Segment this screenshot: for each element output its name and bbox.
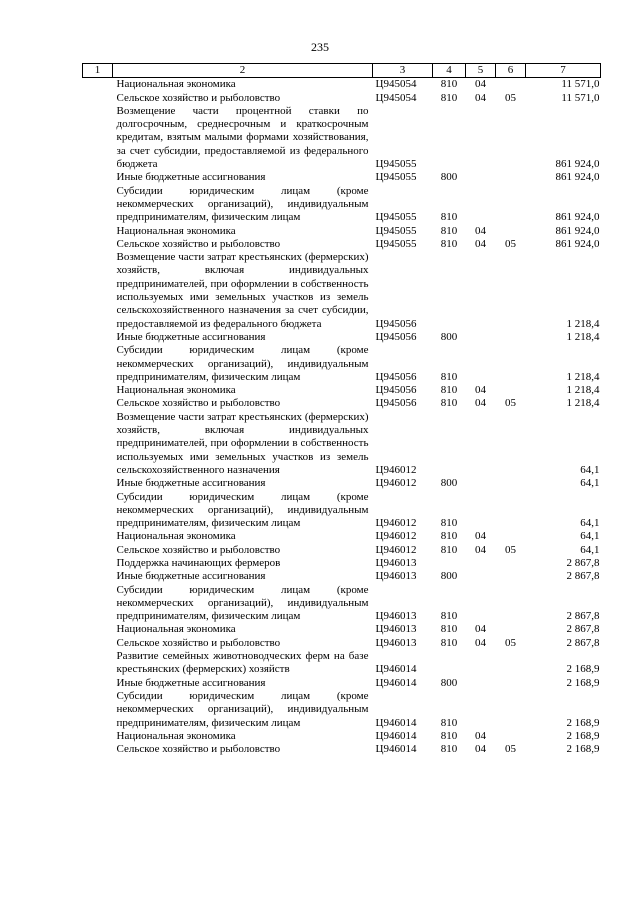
cell-subsection: [496, 730, 526, 743]
cell-index: [83, 530, 113, 543]
cell-section: [466, 557, 496, 570]
table-row: [83, 491, 601, 531]
column-header-1: 1: [83, 64, 113, 78]
cell-target-code: Ц946012: [375, 463, 417, 476]
table-row: [83, 650, 601, 677]
cell-subsection: [496, 557, 526, 570]
cell-amount: 2 867,8: [566, 556, 600, 569]
cell-amount: 64,1: [580, 463, 600, 476]
cell-expense-type: 810: [440, 237, 458, 250]
cell-target-code: Ц946012: [375, 477, 417, 490]
cell-name: Национальная экономика: [116, 623, 236, 636]
cell-index: [83, 743, 113, 756]
cell-expense-type: 800: [440, 676, 458, 689]
cell-name: Субсидии юридическим лицам (кроме некоммерческих организаций), индивидуальным предпринимателям, физическим лицам: [116, 689, 369, 729]
cell-expense-type: 810: [440, 370, 458, 383]
cell-index: [83, 411, 113, 477]
cell-amount: 861 924,0: [555, 237, 600, 250]
cell-target-code: Ц946013: [375, 623, 417, 636]
cell-name: Национальная экономика: [116, 530, 236, 543]
cell-index: [83, 384, 113, 397]
cell-name: Развитие семейных животноводческих ферм на базе крестьянских (фермерских) хозяйств: [116, 650, 369, 676]
cell-target-code: Ц945054: [375, 78, 417, 91]
cell-index: [83, 251, 113, 331]
cell-section: [466, 570, 496, 583]
cell-target-code: Ц946013: [375, 556, 417, 569]
column-header-6: 6: [496, 64, 526, 78]
cell-amount: 1 218,4: [566, 397, 600, 410]
table-row: [83, 185, 601, 225]
cell-section: [466, 650, 496, 677]
cell-name: Субсидии юридическим лицам (кроме некоммерческих организаций), индивидуальным предпринимателям, физическим лицам: [116, 184, 369, 224]
cell-index: [83, 730, 113, 743]
cell-target-code: Ц946013: [375, 636, 417, 649]
cell-subsection: 05: [505, 397, 516, 410]
table-row: [83, 171, 601, 184]
cell-expense-type: 810: [440, 211, 458, 224]
cell-subsection: 05: [505, 743, 516, 756]
cell-section: [466, 411, 496, 477]
table-header-row: [83, 64, 601, 78]
cell-subsection: 05: [505, 636, 516, 649]
cell-index: [83, 637, 113, 650]
cell-target-code: Ц946014: [375, 663, 417, 676]
cell-index: [83, 544, 113, 557]
cell-target-code: Ц945056: [375, 370, 417, 383]
cell-amount: 1 218,4: [566, 317, 600, 330]
cell-subsection: [496, 344, 526, 384]
cell-expense-type: 800: [440, 477, 458, 490]
cell-index: [83, 623, 113, 636]
table-row: [83, 743, 601, 756]
column-header-5: 5: [466, 64, 496, 78]
cell-amount: 64,1: [580, 530, 600, 543]
cell-name: Возмещение части процентной ставки по долгосрочным, среднесрочным и краткосрочным кредитам, взятым малыми формами хозяйствования, за счет субсидии, предоставляемой из федерального бюджета: [116, 104, 369, 171]
cell-index: [83, 584, 113, 624]
cell-amount: 64,1: [580, 517, 600, 530]
cell-index: [83, 105, 113, 171]
cell-amount: 2 168,9: [566, 716, 600, 729]
cell-index: [83, 650, 113, 677]
cell-index: [83, 557, 113, 570]
cell-name: Национальная экономика: [116, 729, 236, 742]
cell-name: Национальная экономика: [116, 224, 236, 237]
cell-subsection: [496, 331, 526, 344]
table-row: [83, 690, 601, 730]
cell-subsection: 05: [505, 543, 516, 556]
cell-name: Иные бюджетные ассигнования: [116, 477, 266, 490]
table-row: [83, 477, 601, 490]
cell-amount: 2 168,9: [566, 743, 600, 756]
cell-section: 04: [475, 530, 486, 543]
cell-amount: 64,1: [580, 543, 600, 556]
cell-subsection: [496, 650, 526, 677]
cell-expense-type: [433, 411, 466, 477]
table-row: [83, 677, 601, 690]
cell-section: [466, 185, 496, 225]
cell-target-code: Ц946014: [375, 676, 417, 689]
cell-section: [466, 251, 496, 331]
cell-name: Поддержка начинающих фермеров: [116, 556, 281, 569]
table-row: [83, 570, 601, 583]
cell-amount: 861 924,0: [555, 211, 600, 224]
cell-expense-type: [433, 251, 466, 331]
cell-index: [83, 344, 113, 384]
cell-subsection: [496, 690, 526, 730]
cell-section: [466, 477, 496, 490]
cell-name: Национальная экономика: [116, 78, 236, 91]
cell-target-code: Ц945055: [375, 158, 417, 171]
cell-index: [83, 225, 113, 238]
table-row: [83, 584, 601, 624]
cell-index: [83, 677, 113, 690]
cell-name: Сельское хозяйство и рыболовство: [116, 91, 281, 104]
cell-subsection: [496, 185, 526, 225]
cell-section: 04: [475, 729, 486, 742]
cell-section: 04: [475, 384, 486, 397]
cell-expense-type: 810: [440, 384, 458, 397]
table-row: [83, 344, 601, 384]
cell-target-code: Ц945054: [375, 91, 417, 104]
cell-target-code: Ц946013: [375, 570, 417, 583]
cell-index: [83, 570, 113, 583]
cell-target-code: Ц946012: [375, 543, 417, 556]
cell-section: [466, 677, 496, 690]
cell-expense-type: 810: [440, 78, 458, 91]
cell-section: [466, 584, 496, 624]
column-header-7: 7: [526, 64, 601, 78]
cell-subsection: [496, 677, 526, 690]
table-row: [83, 557, 601, 570]
cell-name: Субсидии юридическим лицам (кроме некоммерческих организаций), индивидуальным предпринимателям, физическим лицам: [116, 490, 369, 530]
cell-section: [466, 690, 496, 730]
cell-index: [83, 331, 113, 344]
cell-subsection: [496, 530, 526, 543]
cell-name: Возмещение части затрат крестьянских (фермерских) хозяйств, включая индивидуальных предпринимателей, при оформлении в собственность используемых ими земельных участков из земель сельскохозяйственного назначения за счет субсидии, предоставляемой из федерального бюджета: [116, 251, 369, 330]
cell-name: Иные бюджетные ассигнования: [116, 570, 266, 583]
table-row: [83, 530, 601, 543]
cell-target-code: Ц946013: [375, 610, 417, 623]
cell-expense-type: 810: [440, 729, 458, 742]
cell-expense-type: 810: [440, 610, 458, 623]
cell-name: Сельское хозяйство и рыболовство: [116, 636, 281, 649]
cell-expense-type: 810: [440, 716, 458, 729]
cell-amount: 2 168,9: [566, 729, 600, 742]
cell-name: Сельское хозяйство и рыболовство: [116, 543, 281, 556]
cell-expense-type: [433, 650, 466, 677]
table-row: [83, 331, 601, 344]
cell-section: 04: [475, 224, 486, 237]
cell-name: Иные бюджетные ассигнования: [116, 171, 266, 184]
cell-amount: 1 218,4: [566, 370, 600, 383]
cell-amount: 2 867,8: [566, 623, 600, 636]
cell-section: [466, 491, 496, 531]
cell-index: [83, 238, 113, 251]
cell-subsection: [496, 78, 526, 92]
cell-name: Субсидии юридическим лицам (кроме некоммерческих организаций), индивидуальным предпринимателям, физическим лицам: [116, 344, 369, 383]
column-header-4: 4: [433, 64, 466, 78]
cell-expense-type: 800: [440, 330, 458, 343]
cell-section: 04: [475, 237, 486, 250]
cell-name: Сельское хозяйство и рыболовство: [116, 743, 281, 756]
cell-subsection: [496, 623, 526, 636]
cell-index: [83, 491, 113, 531]
cell-section: 04: [475, 543, 486, 556]
cell-index: [83, 92, 113, 105]
cell-amount: 861 924,0: [555, 224, 600, 237]
table-row: [83, 78, 601, 92]
cell-target-code: Ц946012: [375, 530, 417, 543]
cell-expense-type: 800: [440, 570, 458, 583]
cell-expense-type: [433, 105, 466, 171]
cell-target-code: Ц945055: [375, 224, 417, 237]
cell-subsection: [496, 251, 526, 331]
cell-name: Национальная экономика: [116, 384, 236, 397]
cell-subsection: 05: [505, 91, 516, 104]
cell-expense-type: [433, 557, 466, 570]
cell-amount: 2 867,8: [566, 570, 600, 583]
cell-subsection: [496, 225, 526, 238]
cell-subsection: [496, 584, 526, 624]
cell-subsection: 05: [505, 237, 516, 250]
cell-name: Субсидии юридическим лицам (кроме некоммерческих организаций), индивидуальным предпринимателям, физическим лицам: [116, 583, 369, 623]
cell-name: Возмещение части затрат крестьянских (фермерских) хозяйств, включая индивидуальных предпринимателей, при оформлении в собственность используемых ими земельных участков из земель сельскохозяйственного назначения: [116, 410, 369, 476]
cell-subsection: [496, 491, 526, 531]
cell-index: [83, 78, 113, 92]
cell-amount: 2 168,9: [566, 663, 600, 676]
cell-expense-type: 810: [440, 91, 458, 104]
cell-target-code: Ц945055: [375, 211, 417, 224]
cell-target-code: Ц945056: [375, 397, 417, 410]
cell-index: [83, 185, 113, 225]
cell-section: 04: [475, 397, 486, 410]
table-row: [83, 225, 601, 238]
budget-table: [82, 63, 601, 756]
table-row: [83, 411, 601, 477]
cell-section: [466, 171, 496, 184]
cell-expense-type: 810: [440, 623, 458, 636]
cell-amount: 1 218,4: [566, 384, 600, 397]
cell-amount: 861 924,0: [555, 171, 600, 184]
table-row: [83, 105, 601, 171]
cell-expense-type: 810: [440, 224, 458, 237]
column-header-2: 2: [113, 64, 373, 78]
cell-amount: 861 924,0: [555, 158, 600, 171]
cell-target-code: Ц945056: [375, 384, 417, 397]
cell-section: 04: [475, 78, 486, 91]
cell-section: 04: [475, 743, 486, 756]
table-row: [83, 251, 601, 331]
cell-subsection: [496, 105, 526, 171]
page-number: 235: [311, 40, 329, 54]
cell-section: [466, 344, 496, 384]
column-header-3: 3: [373, 64, 433, 78]
cell-expense-type: 810: [440, 543, 458, 556]
cell-subsection: [496, 570, 526, 583]
cell-target-code: Ц945056: [375, 330, 417, 343]
table-row: [83, 238, 601, 251]
cell-index: [83, 477, 113, 490]
cell-subsection: [496, 411, 526, 477]
cell-amount: 2 168,9: [566, 676, 600, 689]
cell-target-code: Ц946014: [375, 729, 417, 742]
cell-target-code: Ц946014: [375, 716, 417, 729]
cell-index: [83, 690, 113, 730]
cell-section: [466, 331, 496, 344]
cell-target-code: Ц946014: [375, 743, 417, 756]
cell-amount: 1 218,4: [566, 330, 600, 343]
cell-subsection: [496, 171, 526, 184]
table-row: [83, 730, 601, 743]
cell-amount: 11 571,0: [561, 91, 600, 104]
cell-section: 04: [475, 91, 486, 104]
cell-target-code: Ц946012: [375, 517, 417, 530]
cell-expense-type: 810: [440, 397, 458, 410]
cell-amount: 11 571,0: [561, 78, 600, 91]
cell-section: [466, 105, 496, 171]
cell-section: 04: [475, 623, 486, 636]
cell-target-code: Ц945055: [375, 237, 417, 250]
cell-index: [83, 171, 113, 184]
cell-expense-type: 810: [440, 517, 458, 530]
cell-amount: 2 867,8: [566, 610, 600, 623]
cell-index: [83, 397, 113, 410]
cell-expense-type: 810: [440, 636, 458, 649]
cell-subsection: [496, 477, 526, 490]
table-row: [83, 384, 601, 397]
cell-name: Сельское хозяйство и рыболовство: [116, 237, 281, 250]
cell-expense-type: 810: [440, 530, 458, 543]
cell-name: Сельское хозяйство и рыболовство: [116, 397, 281, 410]
cell-name: Иные бюджетные ассигнования: [116, 330, 266, 343]
cell-section: 04: [475, 636, 486, 649]
table-row: [83, 623, 601, 636]
cell-amount: 64,1: [580, 477, 600, 490]
table-row: [83, 544, 601, 557]
cell-target-code: Ц945055: [375, 171, 417, 184]
table-row: [83, 92, 601, 105]
cell-subsection: [496, 384, 526, 397]
table-body: [83, 78, 601, 757]
cell-expense-type: 800: [440, 171, 458, 184]
cell-expense-type: 810: [440, 743, 458, 756]
table-row: [83, 397, 601, 410]
table-row: [83, 637, 601, 650]
cell-name: Иные бюджетные ассигнования: [116, 676, 266, 689]
cell-amount: 2 867,8: [566, 636, 600, 649]
cell-target-code: Ц945056: [375, 317, 417, 330]
